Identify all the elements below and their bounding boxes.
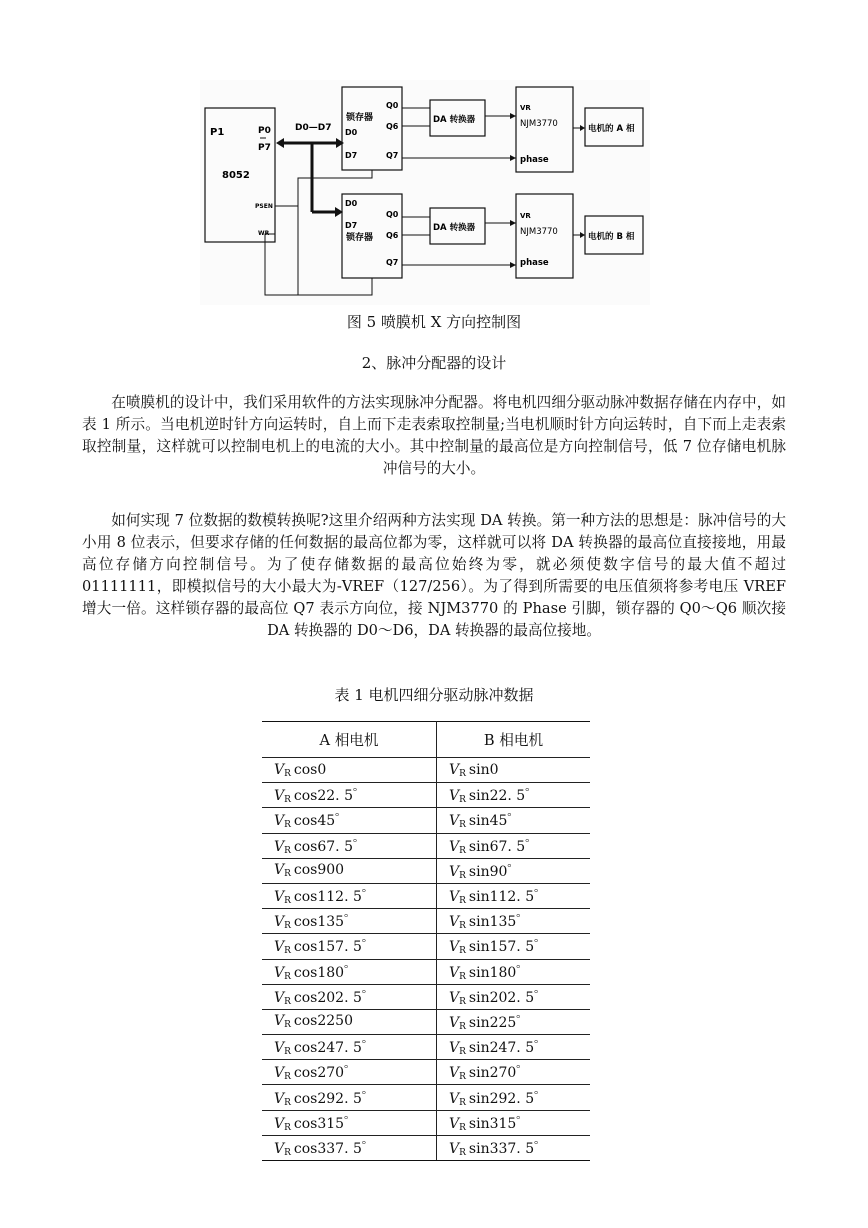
cell-a-phase [262,808,437,833]
control-block-diagram [200,80,650,305]
var-symbol: V [449,1090,460,1107]
cell-value: cos45゜ [293,813,350,830]
var-symbol: V [449,964,460,981]
cell-a-phase [262,833,437,858]
var-subscript: R [284,996,291,1007]
cell-b-phase [437,1035,591,1060]
table-row [262,1110,590,1135]
paragraph-1: 在喷膜机的设计中，我们采用软件的方法实现脉冲分配器。将电机四细分驱动脉冲数据存储在内存中，如表 1 所示。当电机逆时针方向运转时，自上而下走表索取控制量;当电机顺时针方向运转时，自下而上走表索取控制量，这样就可以控制电机上的电流的大小。其中控制量的最高位是方向控制信号，低 7 位存储电机脉冲信号的大小。 [82,394,786,477]
var-subscript: R [459,1047,466,1058]
motor-b-label: 电机的 B 相 [588,232,635,242]
var-symbol: V [274,989,285,1006]
cell-value: cos180゜ [293,964,359,981]
table-row [262,1135,590,1160]
var-symbol: V [274,761,285,778]
latch-b-q0: Q0 [386,210,399,219]
cpu-wr: WR [258,230,270,237]
table-row [262,934,590,959]
cell-a-phase [262,1135,437,1160]
cell-value: sin315゜ [468,1115,531,1132]
var-symbol: V [449,1065,460,1082]
latch-b-q7: Q7 [386,258,399,267]
var-symbol: V [449,813,460,830]
var-symbol: V [449,863,460,880]
latch-a-d0: D0 [345,128,358,137]
cell-value: cos202. 5゜ [293,989,376,1006]
table-row [262,959,590,984]
var-subscript: R [459,845,466,856]
cpu-label: P1 [210,127,225,138]
table-row [262,833,590,858]
driver-b-chip: NJM3770 [520,227,558,237]
cell-a-phase [262,1085,437,1110]
pulse-data-table [262,721,590,1161]
var-symbol: V [274,914,285,931]
cell-value: sin247. 5゜ [468,1040,549,1057]
table-row [262,1060,590,1085]
var-symbol: V [274,889,285,906]
var-subscript: R [459,996,466,1007]
table-caption: 表 1 电机四细分驱动脉冲数据 [334,686,534,704]
var-subscript: R [284,1072,291,1083]
var-symbol: V [449,914,460,931]
table-row [262,783,590,808]
cell-b-phase [437,909,591,934]
cell-value: cos337. 5゜ [293,1140,376,1157]
dac-b-label: DA 转换器 [433,223,476,233]
figure-caption: 图 5 喷膜机 X 方向控制图 [346,313,522,331]
var-symbol: V [449,939,460,956]
cell-value: cos157. 5゜ [293,939,376,956]
var-symbol: V [274,1090,285,1107]
cell-b-phase [437,858,591,883]
cell-b-phase [437,883,591,908]
var-subscript: R [459,971,466,982]
var-subscript: R [459,1021,466,1032]
cell-b-phase [437,758,591,783]
cell-value: cos270゜ [293,1065,359,1082]
table-row [262,883,590,908]
bus-label: D0—D7 [295,123,332,133]
var-subscript: R [459,1072,466,1083]
cell-value: sin90゜ [468,863,522,880]
table-row [262,909,590,934]
cell-value: sin180゜ [468,964,531,981]
var-symbol: V [449,1040,460,1057]
cell-value: cos0 [293,761,327,778]
cell-b-phase [437,1110,591,1135]
table-body [262,758,590,1161]
latch-a-q7: Q7 [386,151,399,160]
var-symbol: V [449,838,460,855]
var-subscript: R [459,946,466,957]
cell-value: sin0 [468,761,499,778]
cell-a-phase [262,934,437,959]
latch-a-q0: Q0 [386,101,399,110]
var-subscript: R [459,1122,466,1133]
var-subscript: R [284,795,291,806]
cell-a-phase [262,984,437,1009]
cell-b-phase [437,1085,591,1110]
var-symbol: V [274,862,285,879]
var-symbol: V [449,889,460,906]
var-subscript: R [459,820,466,831]
var-symbol: V [274,1140,285,1157]
var-symbol: V [274,1065,285,1082]
cell-b-phase [437,833,591,858]
latch-b-q6: Q6 [386,231,399,240]
cell-a-phase [262,909,437,934]
cell-b-phase [437,1009,591,1034]
var-symbol: V [274,1040,285,1057]
cell-a-phase [262,858,437,883]
driver-a-phase: phase [520,155,549,165]
var-subscript: R [459,768,466,779]
var-symbol: V [274,838,285,855]
var-subscript: R [284,768,291,779]
cell-a-phase [262,959,437,984]
table-row [262,758,590,783]
cell-value: cos315゜ [293,1115,359,1132]
table-row [262,1035,590,1060]
cell-a-phase [262,1110,437,1135]
var-symbol: V [274,1013,285,1030]
cell-value: cos112. 5゜ [293,889,376,906]
cell-value: sin157. 5゜ [468,939,549,956]
var-subscript: R [284,896,291,907]
cell-value: sin67. 5゜ [468,838,540,855]
var-subscript: R [284,921,291,932]
cell-value: sin202. 5゜ [468,989,549,1006]
header-a-phase: A 相电机 [262,722,437,758]
latch-b-d7: D7 [345,221,358,230]
cell-b-phase [437,808,591,833]
cell-value: sin45゜ [468,813,522,830]
table-row [262,808,590,833]
latch-a-d7: D7 [345,151,358,160]
cell-value: cos2250 [293,1013,353,1030]
cell-b-phase [437,783,591,808]
dac-a-label: DA 转换器 [433,115,476,125]
cell-b-phase [437,1135,591,1160]
cell-value: sin112. 5゜ [468,889,549,906]
var-subscript: R [284,869,291,880]
table-row [262,1085,590,1110]
var-subscript: R [459,921,466,932]
cell-b-phase [437,934,591,959]
var-symbol: V [274,1115,285,1132]
table-row [262,858,590,883]
cell-a-phase [262,1060,437,1085]
var-subscript: R [284,1122,291,1133]
cell-value: cos22. 5゜ [293,788,367,805]
var-symbol: V [449,761,460,778]
table-row [262,984,590,1009]
var-symbol: V [449,1140,460,1157]
header-b-phase: B 相电机 [437,722,591,758]
section-title: 2、脉冲分配器的设计 [361,354,507,372]
cpu-psen: PSEN [255,203,273,210]
cell-b-phase [437,959,591,984]
cell-value: cos900 [293,862,345,879]
cell-a-phase [262,1009,437,1034]
table-row [262,1009,590,1034]
var-symbol: V [274,939,285,956]
cell-value: sin135゜ [468,914,531,931]
cell-b-phase [437,984,591,1009]
var-subscript: R [284,1147,291,1158]
var-subscript: R [284,971,291,982]
driver-a-chip: NJM3770 [520,119,558,129]
cpu-port-p0: P0 [258,126,271,136]
cell-a-phase [262,783,437,808]
var-subscript: R [459,896,466,907]
cell-a-phase [262,1035,437,1060]
cell-value: sin292. 5゜ [468,1090,549,1107]
cell-value: cos135゜ [293,914,359,931]
latch-a-q6: Q6 [386,122,399,131]
cell-value: sin337. 5゜ [468,1140,549,1157]
driver-b-phase: phase [520,258,549,268]
cell-value: cos292. 5゜ [293,1090,376,1107]
driver-b-vr: VR [520,212,531,220]
cpu-chip: 8052 [222,170,250,181]
cell-b-phase [437,1060,591,1085]
cell-a-phase [262,883,437,908]
var-subscript: R [284,1047,291,1058]
var-symbol: V [274,964,285,981]
var-subscript: R [284,845,291,856]
var-subscript: R [459,870,466,881]
var-symbol: V [274,788,285,805]
cpu-port-p7: P7 [258,143,271,153]
driver-a-vr: VR [520,104,531,112]
latch-a-label: 锁存器 [346,113,374,123]
motor-a-label: 电机的 A 相 [588,124,635,134]
var-symbol: V [449,1115,460,1132]
var-symbol: V [274,813,285,830]
var-subscript: R [459,1147,466,1158]
var-subscript: R [284,1020,291,1031]
cell-value: sin270゜ [468,1065,531,1082]
var-subscript: R [284,820,291,831]
cell-value: sin22. 5゜ [468,788,540,805]
table-header-row [262,722,590,758]
cell-a-phase [262,758,437,783]
var-subscript: R [459,795,466,806]
cell-value: cos247. 5゜ [293,1040,376,1057]
latch-b-d0: D0 [345,199,358,208]
var-symbol: V [449,1014,460,1031]
var-subscript: R [284,1097,291,1108]
var-symbol: V [449,788,460,805]
var-subscript: R [284,946,291,957]
latch-b-label: 锁存器 [346,233,374,243]
cell-value: sin225゜ [468,1014,531,1031]
cell-value: cos67. 5゜ [293,838,367,855]
var-subscript: R [459,1097,466,1108]
paragraph-2: 如何实现 7 位数据的数模转换呢?这里介绍两种方法实现 DA 转换。第一种方法的思想是：脉冲信号的大小用 8 位表示，但要求存储的任何数据的最高位都为零，这样就可以将 DA 转换器的最高位直接接地，用最高位存储方向控制信号。为了使存储数据的最高位始终为零，就必须使数字信号的最大值不超过 01111111，即模拟信号的大小最大为-VREF（127/256）。为了得到所需要的电压值须将参考电压 VREF 增大一倍。这样锁存器的最高位 Q7 表示方向位，接 NJM3770 的 Phase 引脚，锁存器的 Q0～Q6 顺次接 DA 转换器的 D0～D6，DA 转换器的最高位接地。 [82,512,786,639]
var-symbol: V [449,989,460,1006]
